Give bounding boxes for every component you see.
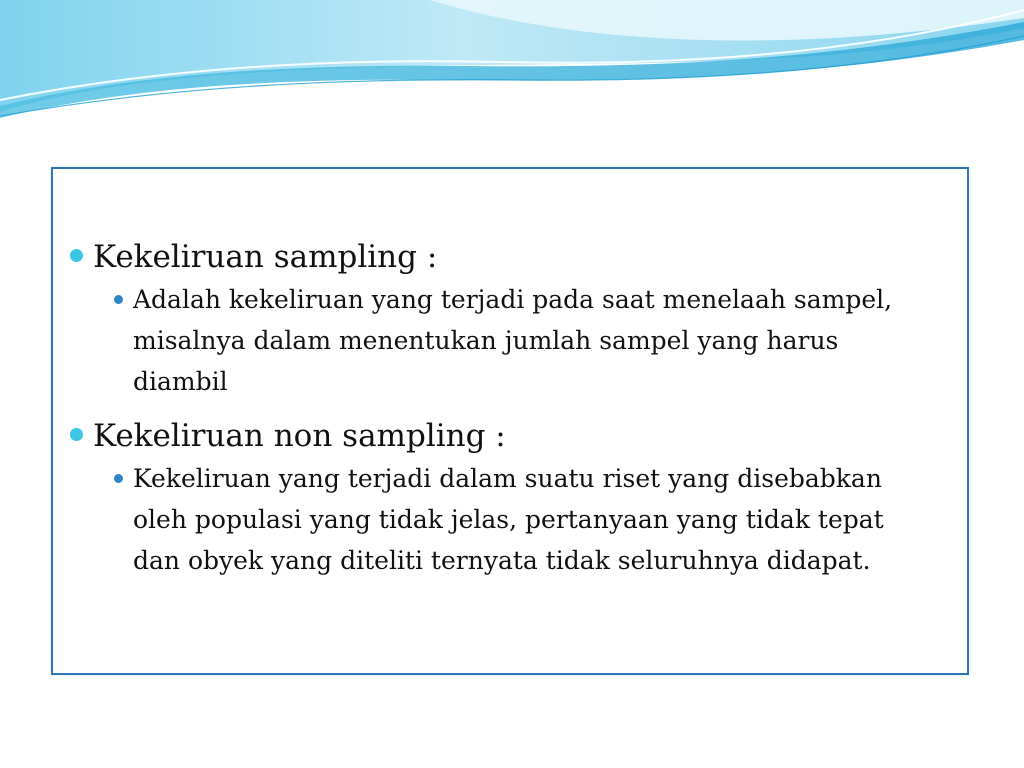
sub-bullet-dot-icon [114, 295, 123, 304]
bullet-heading: Kekeliruan sampling : [93, 239, 438, 275]
content-frame [51, 167, 969, 675]
header-wave-decoration [0, 0, 1024, 130]
bullet-item-non-sampling-error [53, 414, 967, 581]
bullet-dot-icon [70, 428, 83, 441]
bullet-item-sampling-error [53, 235, 967, 402]
sub-bullet-text: Adalah kekeliruan yang terjadi pada saat menelaah sampel, misalnya dalam menentukan jumlah sampel yang harus diambil [133, 285, 893, 396]
sub-bullet-dot-icon [114, 474, 123, 483]
sub-bullet-item [93, 279, 967, 402]
bullet-heading: Kekeliruan non sampling : [93, 418, 506, 454]
sub-bullet-list [93, 279, 967, 402]
bullet-list [53, 235, 967, 593]
sub-bullet-item [93, 458, 967, 581]
bullet-dot-icon [70, 249, 83, 262]
sub-bullet-list [93, 458, 967, 581]
sub-bullet-text: Kekeliruan yang terjadi dalam suatu riset yang disebabkan oleh populasi yang tidak jelas, pertanyaan yang tidak tepat dan obyek yang diteliti ternyata tidak seluruhnya didapat. [133, 464, 884, 575]
